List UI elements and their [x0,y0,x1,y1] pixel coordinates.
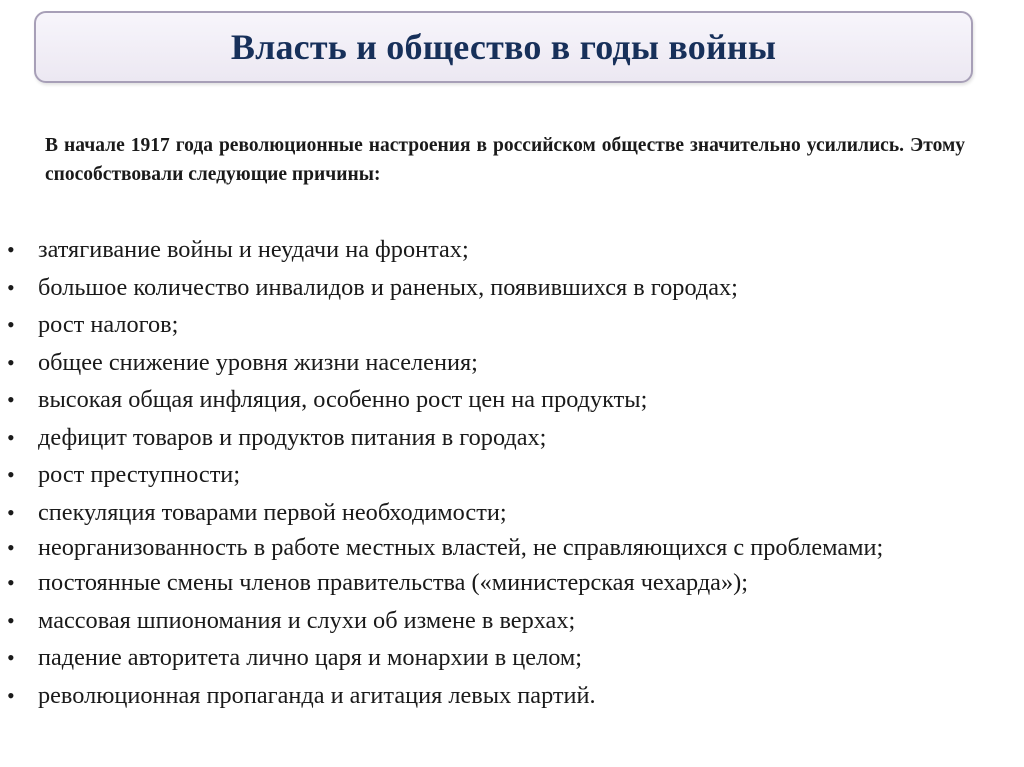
reasons-list [0,231,1000,714]
intro-paragraph: В начале 1917 года революционные настроения в российском обществе значительно усилились. Этому способствовали следующие причины: [45,135,965,185]
list-item-text: большое количество инвалидов и раненых, появившихся в городах; [38,273,738,301]
bullet-icon: • [7,274,15,300]
slide-title: Власть и общество в годы войны [230,27,777,67]
list-item [0,231,1000,269]
list-item [0,677,1000,715]
bullet-icon: • [7,570,15,595]
list-item [0,344,1000,382]
list-item-text: постоянные смены членов правительства («министерская чехарда»); [38,569,748,596]
list-item [0,269,1000,307]
list-item [0,602,1000,640]
bullet-icon: • [7,424,15,450]
bullet-icon: • [7,645,15,670]
list-item-text: революционная пропаганда и агитация левых партий. [38,681,596,709]
list-item-text: спекуляция товарами первой необходимости; [38,498,507,526]
list-item-text: массовая шпиономания и слухи об измене в верхах; [38,606,576,634]
list-item [0,381,1000,419]
title-banner [34,11,973,83]
list-item-text: неорганизованность в работе местных властей, не справляющихся с проблемами; [38,534,884,561]
list-item-text: высокая общая инфляция, особенно рост цен на продукты; [38,386,648,413]
list-item-text: затягивание войны и неудачи на фронтах; [38,236,469,263]
list-item [0,564,1000,602]
list-item [0,639,1000,677]
list-item-text: общее снижение уровня жизни населения; [38,348,478,376]
list-item-text: рост налогов; [38,311,179,338]
bullet-icon: • [7,349,15,375]
list-item-text: падение авторитета лично царя и монархии в целом; [38,644,583,671]
list-item [0,494,1000,532]
bullet-icon: • [7,312,15,337]
list-item [0,531,1000,564]
list-item-text: дефицит товаров и продуктов питания в городах; [38,423,547,451]
bullet-icon: • [7,535,15,560]
bullet-icon: • [7,499,15,525]
bullet-icon: • [7,387,15,412]
bullet-icon: • [7,682,15,708]
list-item [0,306,1000,344]
bullet-icon: • [7,607,15,633]
list-item [0,419,1000,457]
bullet-icon: • [7,237,15,262]
list-item-text: рост преступности; [38,461,241,488]
list-item [0,456,1000,494]
bullet-icon: • [7,462,15,487]
